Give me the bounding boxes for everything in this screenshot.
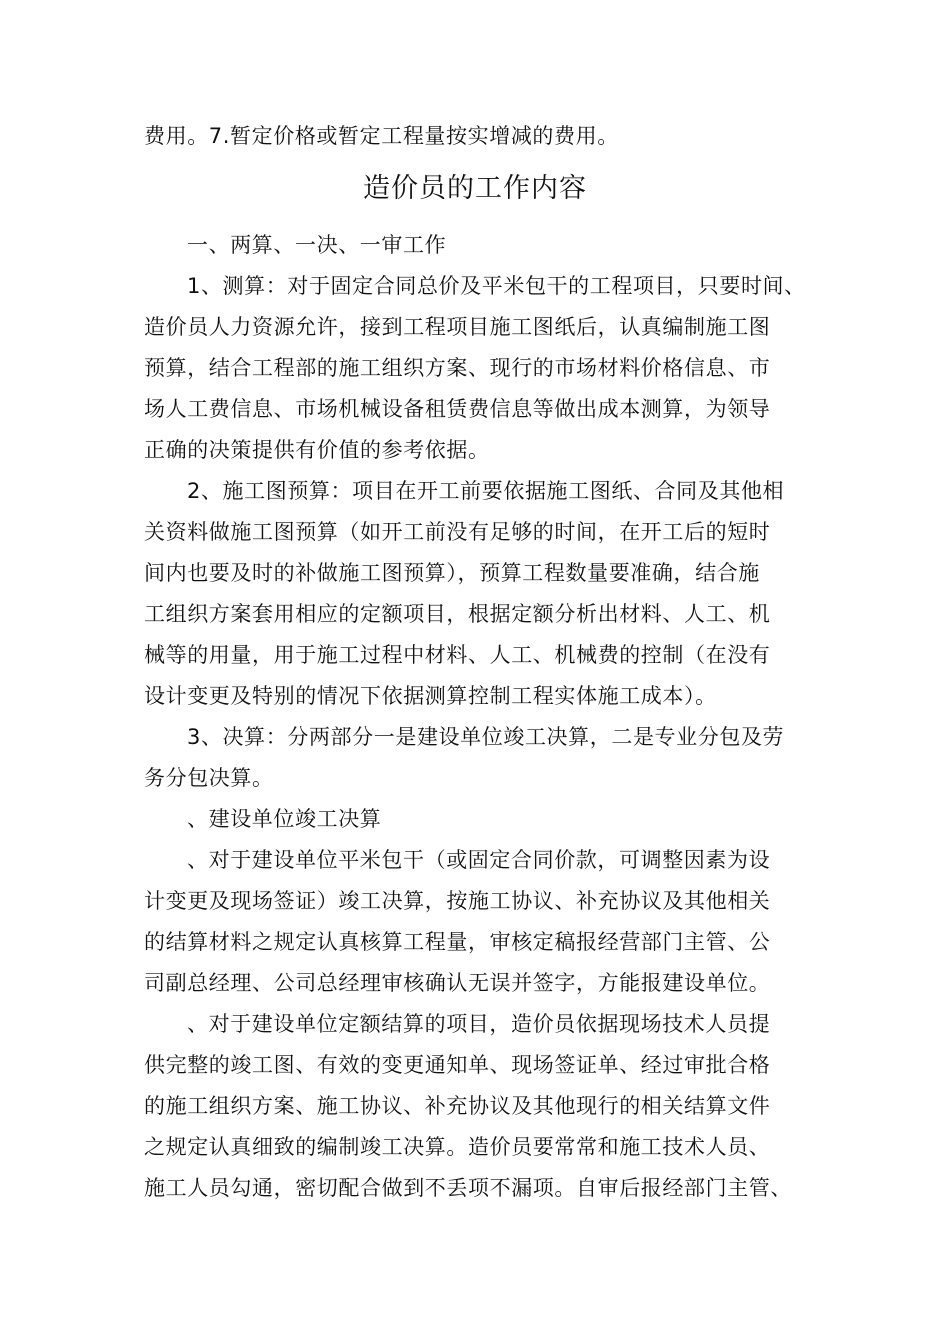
text-line: 造价员人力资源允许，接到工程项目施工图纸后，认真编制施工图: [144, 315, 771, 339]
text-line: 的结算材料之规定认真核算工程量，审核定稿报经营部门主管、公: [144, 930, 771, 954]
heading-line: 一、两算、一决、一审工作: [187, 233, 447, 257]
text-line: 正确的决策提供有价值的参考依据。: [144, 438, 490, 462]
subheading-line: 、建设单位竣工决算: [187, 807, 382, 831]
text-line: 间内也要及时的补做施工图预算），预算工程数量要准确，结合施: [144, 561, 760, 585]
text-line: 预算，结合工程部的施工组织方案、现行的市场材料价格信息、市: [144, 356, 771, 380]
section-title: 造价员的工作内容: [363, 173, 587, 204]
text-line: 2、施工图预算：项目在开工前要依据施工图纸、合同及其他相: [187, 479, 785, 503]
text-line: 设计变更及特别的情况下依据测算控制工程实体施工成本）。: [144, 684, 717, 708]
text-line: 供完整的竣工图、有效的变更通知单、现场签证单、经过审批合格: [144, 1053, 771, 1077]
text-line: 的施工组织方案、施工协议、补充协议及其他现行的相关结算文件: [144, 1094, 771, 1118]
text-line: 1、测算：对于固定合同总价及平米包干的工程项目，只要时间、: [187, 274, 806, 298]
text-line: 务分包决算。: [144, 766, 274, 790]
text-line: 场人工费信息、市场机械设备租赁费信息等做出成本测算，为领导: [144, 397, 771, 421]
text-line: 之规定认真细致的编制竣工决算。造价员要常常和施工技术人员、: [144, 1135, 771, 1159]
text-line: 械等的用量，用于施工过程中材料、人工、机械费的控制（在没有: [144, 643, 771, 667]
text-line: 费用。7.暂定价格或暂定工程量按实增减的费用。: [144, 124, 619, 148]
text-line: 计变更及现场签证）竣工决算，按施工协议、补充协议及其他相关: [144, 889, 771, 913]
text-line: 3、决算：分两部分一是建设单位竣工决算，二是专业分包及劳: [187, 725, 785, 749]
text-line: 施工人员勾通，密切配合做到不丢项不漏项。自审后报经部门主管、: [144, 1176, 792, 1200]
text-line: 工组织方案套用相应的定额项目，根据定额分析出材料、人工、机: [144, 602, 771, 626]
text-line: 关资料做施工图预算（如开工前没有足够的时间，在开工后的短时: [144, 520, 771, 544]
text-line: 、对于建设单位定额结算的项目，造价员依据现场技术人员提: [187, 1012, 771, 1036]
text-line: 司副总经理、公司总经理审核确认无误并签字，方能报建设单位。: [144, 971, 771, 995]
text-line: 、对于建设单位平米包干（或固定合同价款，可调整因素为设: [187, 848, 771, 872]
